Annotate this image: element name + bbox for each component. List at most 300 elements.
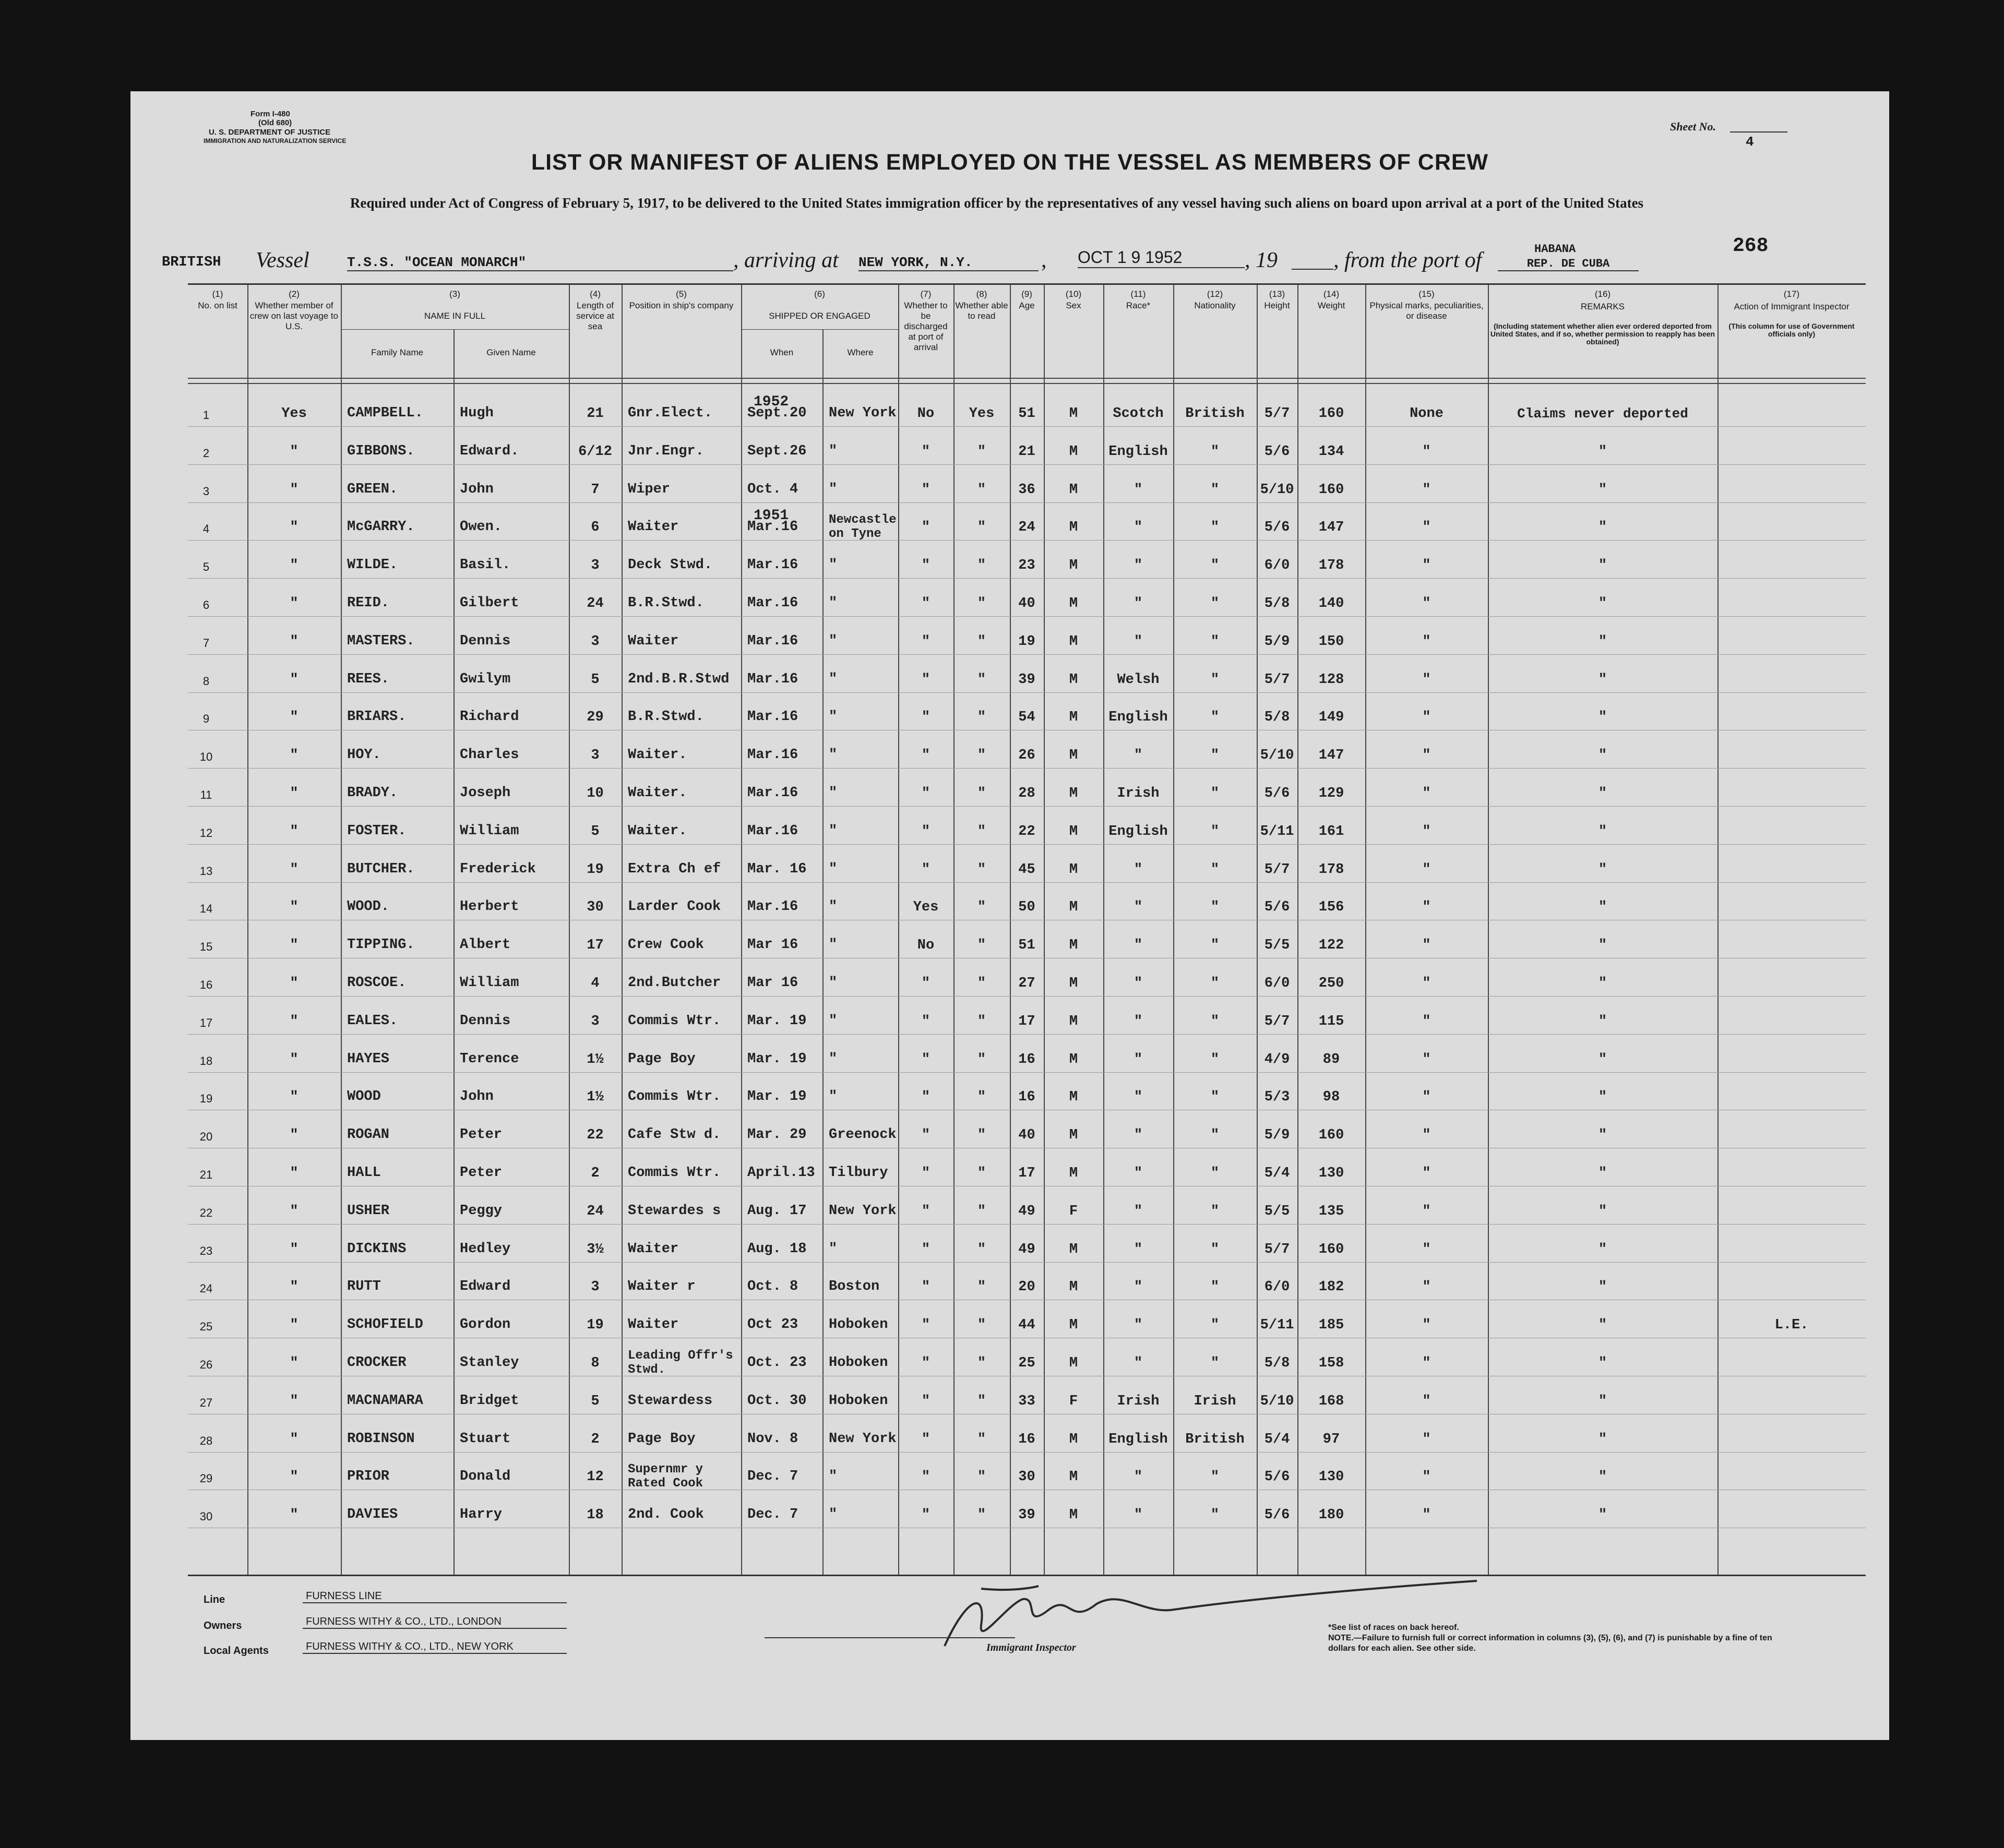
row-race: English bbox=[1108, 444, 1168, 460]
row-family: HAYES bbox=[347, 1051, 390, 1067]
row-height: 5/10 bbox=[1260, 748, 1294, 763]
row-prev: " bbox=[290, 558, 299, 573]
row-sex: M bbox=[1069, 862, 1078, 878]
vessel-flag: BRITISH bbox=[162, 255, 221, 270]
column-number: (9) bbox=[1021, 289, 1032, 299]
row-rule bbox=[188, 1262, 1866, 1263]
row-age: 39 bbox=[1018, 672, 1035, 688]
row-marks: " bbox=[1422, 748, 1431, 763]
row-when: Dec. 7 bbox=[747, 1469, 798, 1484]
line-label: Line bbox=[204, 1594, 225, 1605]
row-nat: " bbox=[1210, 444, 1220, 460]
row-weight: 160 bbox=[1318, 406, 1344, 422]
row-service: 10 bbox=[587, 786, 604, 801]
arrival-date-stamp: OCT 1 9 1952 bbox=[1078, 248, 1245, 268]
row-disch: " bbox=[921, 1014, 931, 1029]
row-when: Aug. 17 bbox=[747, 1203, 807, 1219]
column-subheader: Family Name bbox=[371, 347, 424, 357]
row-remarks: " bbox=[1598, 1432, 1607, 1447]
arriving-label: , arriving at bbox=[733, 248, 839, 272]
row-read: " bbox=[977, 444, 986, 460]
row-race: " bbox=[1134, 862, 1143, 878]
row-where: " bbox=[829, 861, 838, 877]
row-number: 16 bbox=[199, 978, 213, 991]
row-when: Mar.16 bbox=[747, 633, 798, 649]
row-family: CAMPBELL. bbox=[347, 405, 423, 421]
row-read: " bbox=[977, 1355, 986, 1371]
row-read: " bbox=[977, 1279, 986, 1295]
row-where: " bbox=[829, 709, 838, 725]
row-prev: " bbox=[290, 444, 299, 460]
column-header: Whether member of crew on last voyage to U.S. bbox=[249, 301, 339, 331]
row-number: 2 bbox=[202, 447, 210, 460]
row-weight: 185 bbox=[1318, 1317, 1344, 1333]
row-prev: " bbox=[290, 938, 299, 953]
row-marks: " bbox=[1422, 1014, 1431, 1029]
form-number: Form I-480 bbox=[250, 110, 290, 118]
row-sex: F bbox=[1069, 1204, 1078, 1219]
row-given: Dennis bbox=[460, 633, 511, 649]
row-number: 23 bbox=[199, 1244, 213, 1257]
row-marks: " bbox=[1422, 634, 1431, 650]
row-position: Supernmr y Rated Cook bbox=[628, 1462, 703, 1491]
row-number: 10 bbox=[199, 750, 213, 763]
row-disch: " bbox=[921, 710, 931, 725]
row-position: 2nd. Cook bbox=[628, 1507, 704, 1522]
row-marks: " bbox=[1422, 1127, 1431, 1143]
row-when: Mar. 29 bbox=[747, 1127, 807, 1143]
row-number: 22 bbox=[199, 1206, 213, 1219]
column-divider bbox=[741, 285, 742, 1575]
row-read: Yes bbox=[969, 406, 995, 422]
row-family: FOSTER. bbox=[347, 823, 407, 839]
row-given: Basil. bbox=[460, 557, 511, 573]
row-service: 1½ bbox=[587, 1089, 604, 1105]
row-when: Mar.16 bbox=[747, 823, 798, 839]
row-weight: 161 bbox=[1318, 824, 1344, 839]
row-given: Gordon bbox=[460, 1317, 511, 1333]
row-disch: No bbox=[917, 938, 935, 953]
row-prev: " bbox=[290, 1469, 299, 1485]
row-height: 5/9 bbox=[1264, 1127, 1290, 1143]
row-sex: M bbox=[1069, 824, 1078, 839]
row-position: B.R.Stwd. bbox=[628, 709, 704, 725]
row-sex: F bbox=[1069, 1394, 1078, 1409]
row-marks: " bbox=[1422, 1279, 1431, 1295]
row-where: " bbox=[829, 1089, 838, 1105]
row-remarks: " bbox=[1598, 1014, 1607, 1029]
row-height: 6/0 bbox=[1264, 976, 1290, 991]
row-race: " bbox=[1134, 976, 1143, 991]
row-marks: " bbox=[1422, 899, 1431, 915]
immigrant-inspector-label: Immigrant Inspector bbox=[986, 1642, 1076, 1653]
row-prev: " bbox=[290, 596, 299, 611]
row-age: 39 bbox=[1018, 1507, 1035, 1523]
row-family: CROCKER bbox=[347, 1355, 407, 1371]
row-number: 12 bbox=[199, 826, 213, 839]
row-rule bbox=[188, 1452, 1866, 1453]
row-weight: 147 bbox=[1318, 748, 1344, 763]
row-rule bbox=[188, 882, 1866, 883]
row-age: 40 bbox=[1018, 596, 1035, 611]
row-family: BRIARS. bbox=[347, 709, 407, 725]
line-value: FURNESS LINE bbox=[303, 1590, 567, 1603]
row-prev: " bbox=[290, 1127, 299, 1143]
row-sex: M bbox=[1069, 444, 1078, 460]
row-where: " bbox=[829, 899, 838, 915]
header-divider bbox=[188, 378, 1866, 379]
row-where: " bbox=[829, 747, 838, 763]
row-read: " bbox=[977, 899, 986, 915]
row-position: Stewardes s bbox=[628, 1203, 721, 1219]
row-race: Welsh bbox=[1117, 672, 1160, 688]
row-weight: 160 bbox=[1318, 482, 1344, 498]
row-rule bbox=[188, 426, 1866, 427]
row-prev: " bbox=[290, 672, 299, 688]
row-disch: No bbox=[917, 406, 935, 422]
row-nat: " bbox=[1210, 824, 1220, 839]
row-prev: " bbox=[290, 1014, 299, 1029]
row-height: 5/3 bbox=[1264, 1089, 1290, 1105]
column-header: Whether to be discharged at port of arrival bbox=[904, 301, 948, 352]
column-divider bbox=[622, 285, 623, 1575]
row-number: 29 bbox=[199, 1472, 213, 1485]
row-read: " bbox=[977, 482, 986, 498]
row-nat: " bbox=[1210, 1242, 1220, 1257]
row-where: " bbox=[829, 595, 838, 611]
row-marks: None bbox=[1410, 406, 1444, 422]
row-read: " bbox=[977, 1052, 986, 1067]
row-service: 6/12 bbox=[578, 444, 612, 460]
row-nat: " bbox=[1210, 1166, 1220, 1181]
row-rule bbox=[188, 540, 1866, 541]
row-sex: M bbox=[1069, 634, 1078, 650]
row-service: 4 bbox=[591, 976, 600, 991]
column-subheader: Where bbox=[847, 347, 874, 357]
row-height: 5/6 bbox=[1264, 444, 1290, 460]
row-race: " bbox=[1134, 748, 1143, 763]
row-service: 7 bbox=[591, 482, 600, 498]
row-age: 25 bbox=[1018, 1355, 1035, 1371]
row-service: 5 bbox=[591, 1394, 600, 1409]
row-read: " bbox=[977, 1317, 986, 1333]
column-header: Nationality bbox=[1194, 301, 1236, 310]
old-form-number: (Old 680) bbox=[258, 118, 292, 127]
row-race: " bbox=[1134, 1507, 1143, 1523]
row-marks: " bbox=[1422, 824, 1431, 839]
column-number: (13) bbox=[1269, 289, 1285, 299]
row-prev: " bbox=[290, 1394, 299, 1409]
row-disch: Yes bbox=[913, 899, 939, 915]
column-header: Race* bbox=[1126, 301, 1151, 310]
column-number: (15) bbox=[1418, 289, 1435, 299]
row-race: " bbox=[1134, 482, 1143, 498]
row-action: L.E. bbox=[1774, 1317, 1809, 1333]
row-when: Mar. 16 bbox=[747, 861, 807, 877]
row-family: RUTT bbox=[347, 1279, 381, 1294]
row-prev: " bbox=[290, 1204, 299, 1219]
row-where: " bbox=[829, 443, 838, 459]
row-race: " bbox=[1134, 1052, 1143, 1067]
row-weight: 130 bbox=[1318, 1166, 1344, 1181]
row-sex: M bbox=[1069, 482, 1078, 498]
row-marks: " bbox=[1422, 710, 1431, 725]
row-race: " bbox=[1134, 634, 1143, 650]
row-when: Sept.26 bbox=[747, 443, 807, 459]
row-family: BUTCHER. bbox=[347, 861, 415, 877]
year-label: , 19 bbox=[1245, 248, 1278, 272]
row-position: Waiter bbox=[628, 633, 679, 649]
row-family: PRIOR bbox=[347, 1469, 390, 1484]
column-number: (12) bbox=[1207, 289, 1223, 299]
row-position: Commis Wtr. bbox=[628, 1013, 721, 1029]
column-header: No. on list bbox=[198, 301, 237, 310]
row-service: 3 bbox=[591, 1014, 600, 1029]
manifest-subtitle: Required under Act of Congress of February 5, 1917, to be delivered to the United States immigration officer by the representatives of any vessel having such aliens on board upon arrival at a port of the United States bbox=[350, 195, 1644, 211]
row-disch: " bbox=[921, 1089, 931, 1105]
row-given: Dennis bbox=[460, 1013, 511, 1029]
row-where: " bbox=[829, 1013, 838, 1029]
row-age: 49 bbox=[1018, 1242, 1035, 1257]
sheet-label: Sheet No. bbox=[1670, 120, 1716, 133]
row-when: Mar. 19 bbox=[747, 1013, 807, 1029]
row-weight: 122 bbox=[1318, 938, 1344, 953]
row-race: " bbox=[1134, 1014, 1143, 1029]
row-race: " bbox=[1134, 1469, 1143, 1485]
row-height: 5/10 bbox=[1260, 1394, 1294, 1409]
row-nat: " bbox=[1210, 1317, 1220, 1333]
column-number: (16) bbox=[1594, 289, 1611, 299]
column-header: Height bbox=[1264, 301, 1290, 310]
column-subheader: When bbox=[770, 347, 794, 357]
row-family: WOOD. bbox=[347, 899, 390, 915]
row-read: " bbox=[977, 558, 986, 573]
row-given: Peter bbox=[460, 1165, 503, 1181]
row-where: Tilbury bbox=[829, 1165, 888, 1181]
row-weight: 149 bbox=[1318, 710, 1344, 725]
row-when: Nov. 8 bbox=[747, 1431, 798, 1447]
row-marks: " bbox=[1422, 1089, 1431, 1105]
row-marks: " bbox=[1422, 1204, 1431, 1219]
column-number: (8) bbox=[976, 289, 987, 299]
row-family: WOOD bbox=[347, 1089, 381, 1105]
row-prev: " bbox=[290, 786, 299, 801]
row-race: " bbox=[1134, 558, 1143, 573]
row-year: 1951 bbox=[754, 508, 789, 524]
row-position: Stewardess bbox=[628, 1393, 713, 1409]
row-remarks: " bbox=[1598, 558, 1607, 573]
row-service: 24 bbox=[587, 1204, 604, 1219]
row-nat: " bbox=[1210, 786, 1220, 801]
row-position: Waiter bbox=[628, 519, 679, 535]
row-given: Joseph bbox=[460, 785, 511, 801]
row-family: WILDE. bbox=[347, 557, 398, 573]
row-family: REES. bbox=[347, 671, 390, 687]
row-where: " bbox=[829, 671, 838, 687]
row-when: Oct 23 bbox=[747, 1317, 798, 1333]
row-disch: " bbox=[921, 558, 931, 573]
row-where: Boston bbox=[829, 1279, 880, 1294]
row-disch: " bbox=[921, 1204, 931, 1219]
row-remarks: " bbox=[1598, 1166, 1607, 1181]
column-number: (11) bbox=[1130, 289, 1146, 299]
row-race: English bbox=[1108, 824, 1168, 839]
row-given: Charles bbox=[460, 747, 519, 763]
column-divider bbox=[1297, 285, 1298, 1575]
row-where: " bbox=[829, 1507, 838, 1522]
row-weight: 178 bbox=[1318, 862, 1344, 878]
row-height: 5/6 bbox=[1264, 1507, 1290, 1523]
row-marks: " bbox=[1422, 938, 1431, 953]
row-given: Richard bbox=[460, 709, 519, 725]
service-name: IMMIGRATION AND NATURALIZATION SERVICE bbox=[204, 137, 347, 145]
row-race: Irish bbox=[1117, 1394, 1160, 1409]
row-where: " bbox=[829, 1051, 838, 1067]
row-age: 26 bbox=[1018, 748, 1035, 763]
row-position: Larder Cook bbox=[628, 899, 721, 915]
row-nat: " bbox=[1210, 1127, 1220, 1143]
row-disch: " bbox=[921, 444, 931, 460]
row-position: Extra Ch ef bbox=[628, 861, 721, 877]
row-weight: 158 bbox=[1318, 1355, 1344, 1371]
row-marks: " bbox=[1422, 444, 1431, 460]
row-when: Mar 16 bbox=[747, 937, 798, 953]
row-where: Newcastle on Tyne bbox=[829, 513, 897, 541]
row-remarks: " bbox=[1598, 976, 1607, 991]
row-when: Oct. 4 bbox=[747, 482, 798, 497]
row-position: Waiter bbox=[628, 1317, 679, 1333]
row-given: Albert bbox=[460, 937, 511, 953]
row-year: 1952 bbox=[754, 394, 789, 410]
column-header: Weight bbox=[1317, 301, 1345, 310]
row-when: Dec. 7 bbox=[747, 1507, 798, 1522]
row-where: Hoboken bbox=[829, 1355, 888, 1371]
row-given: Hugh bbox=[460, 405, 494, 421]
row-remarks: " bbox=[1598, 444, 1607, 460]
row-service: 5 bbox=[591, 824, 600, 839]
row-race: English bbox=[1108, 1432, 1168, 1447]
row-weight: 147 bbox=[1318, 520, 1344, 535]
row-rule bbox=[188, 464, 1866, 465]
row-race: " bbox=[1134, 596, 1143, 611]
row-remarks: " bbox=[1598, 1242, 1607, 1257]
row-service: 3 bbox=[591, 748, 600, 763]
row-height: 5/7 bbox=[1264, 1014, 1290, 1029]
row-family: DAVIES bbox=[347, 1507, 398, 1522]
column-divider bbox=[898, 285, 899, 1575]
row-read: " bbox=[977, 1014, 986, 1029]
column-divider bbox=[953, 285, 955, 1575]
column-divider bbox=[1103, 285, 1104, 1575]
row-remarks: " bbox=[1598, 1127, 1607, 1143]
row-number: 27 bbox=[199, 1396, 213, 1409]
row-service: 24 bbox=[587, 596, 604, 611]
row-sex: M bbox=[1069, 976, 1078, 991]
row-weight: 140 bbox=[1318, 596, 1344, 611]
row-sex: M bbox=[1069, 748, 1078, 763]
row-when: Mar 16 bbox=[747, 975, 798, 991]
row-height: 5/7 bbox=[1264, 1242, 1290, 1257]
row-where: " bbox=[829, 937, 838, 953]
row-age: 27 bbox=[1018, 976, 1035, 991]
row-marks: " bbox=[1422, 1432, 1431, 1447]
row-sex: M bbox=[1069, 1355, 1078, 1371]
column-header: Physical marks, peculiarities, or disease bbox=[1369, 301, 1484, 321]
row-position: Waiter. bbox=[628, 785, 687, 801]
row-number: 21 bbox=[199, 1168, 213, 1181]
row-nat: " bbox=[1210, 482, 1220, 498]
row-position: Waiter. bbox=[628, 823, 687, 839]
row-marks: " bbox=[1422, 558, 1431, 573]
row-age: 40 bbox=[1018, 1127, 1035, 1143]
row-race: " bbox=[1134, 1166, 1143, 1181]
row-given: Edward bbox=[460, 1279, 511, 1294]
row-family: EALES. bbox=[347, 1013, 398, 1029]
column-divider bbox=[1044, 285, 1045, 1575]
row-where: " bbox=[829, 482, 838, 497]
row-when: Mar.16 bbox=[747, 785, 798, 801]
row-when: Aug. 18 bbox=[747, 1241, 807, 1257]
row-when: Sept.20 bbox=[747, 405, 807, 421]
row-disch: " bbox=[921, 596, 931, 611]
row-nat: " bbox=[1210, 1507, 1220, 1523]
row-height: 5/4 bbox=[1264, 1432, 1290, 1447]
row-remarks: " bbox=[1598, 520, 1607, 535]
row-service: 5 bbox=[591, 672, 600, 688]
row-position: Commis Wtr. bbox=[628, 1089, 721, 1105]
row-number: 6 bbox=[202, 598, 210, 611]
row-where: New York bbox=[829, 1203, 897, 1219]
row-service: 3 bbox=[591, 1279, 600, 1295]
row-when: Oct. 30 bbox=[747, 1393, 807, 1409]
row-remarks: " bbox=[1598, 634, 1607, 650]
row-height: 5/11 bbox=[1260, 1317, 1294, 1333]
row-position: 2nd.B.R.Stwd bbox=[628, 671, 730, 687]
row-when: Mar.16 bbox=[747, 557, 798, 573]
row-disch: " bbox=[921, 1127, 931, 1143]
row-family: DICKINS bbox=[347, 1241, 407, 1257]
column-divider bbox=[341, 285, 342, 1575]
row-nat: " bbox=[1210, 1014, 1220, 1029]
row-where: " bbox=[829, 557, 838, 573]
row-disch: " bbox=[921, 824, 931, 839]
row-family: BRADY. bbox=[347, 785, 398, 801]
row-where: " bbox=[829, 633, 838, 649]
row-nat: " bbox=[1210, 672, 1220, 688]
column-number: (7) bbox=[920, 289, 932, 299]
row-service: 30 bbox=[587, 899, 604, 915]
row-given: Edward. bbox=[460, 443, 519, 459]
row-marks: " bbox=[1422, 1507, 1431, 1523]
row-given: John bbox=[460, 482, 494, 497]
row-family: MASTERS. bbox=[347, 633, 415, 649]
row-service: 19 bbox=[587, 862, 604, 878]
row-disch: " bbox=[921, 1469, 931, 1485]
row-position: Wiper bbox=[628, 482, 671, 497]
row-prev: " bbox=[290, 1355, 299, 1371]
row-age: 49 bbox=[1018, 1204, 1035, 1219]
row-when: Oct. 23 bbox=[747, 1355, 807, 1371]
row-family: ROGAN bbox=[347, 1127, 390, 1143]
row-weight: 97 bbox=[1322, 1432, 1340, 1447]
row-family: GREEN. bbox=[347, 482, 398, 497]
row-nat: " bbox=[1210, 748, 1220, 763]
column-subheader: Given Name bbox=[486, 347, 536, 357]
row-prev: " bbox=[290, 1317, 299, 1333]
row-age: 19 bbox=[1018, 634, 1035, 650]
column-divider bbox=[1010, 285, 1011, 1575]
row-age: 36 bbox=[1018, 482, 1035, 498]
